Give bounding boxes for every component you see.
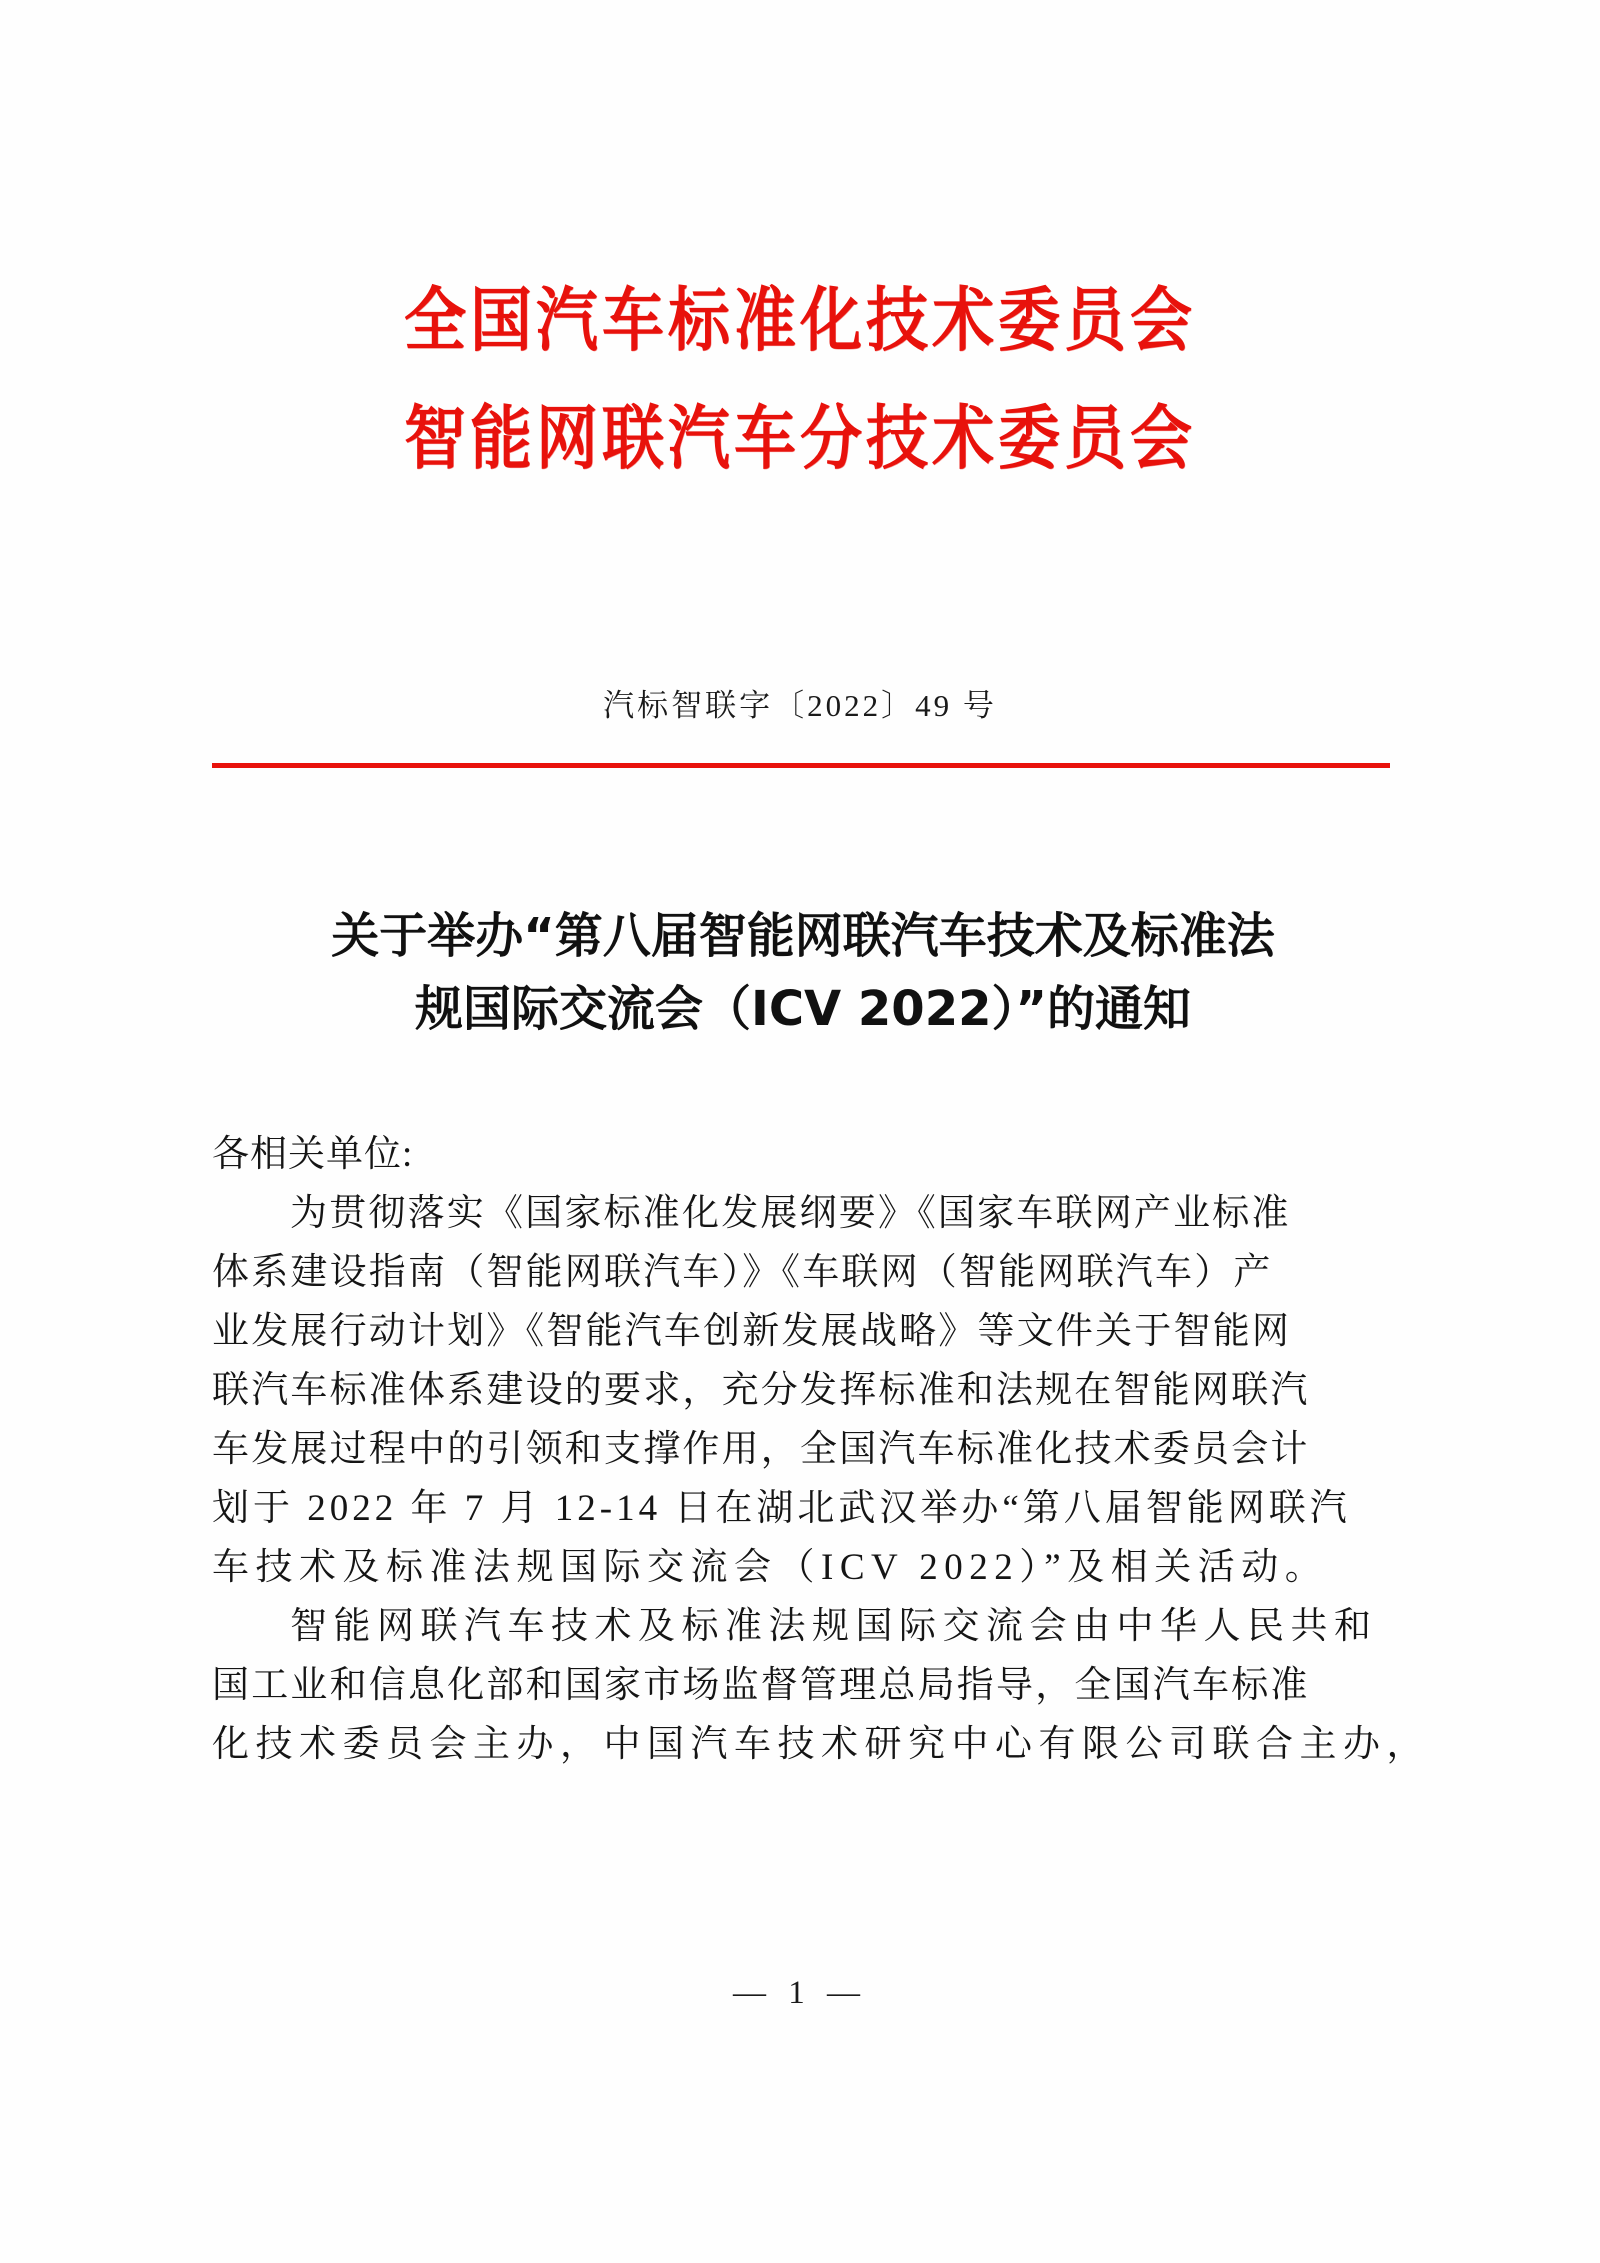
paragraph-line: 车发展过程中的引领和支撑作用，全国汽车标准化技术委员会计 — [212, 1429, 1310, 1470]
document-number: 汽标智联字〔2022〕49 号 — [603, 688, 997, 723]
letterhead-line-2: 智能网联汽车分技术委员会 — [403, 396, 1196, 479]
paragraph-line: 车技术及标准法规国际交流会（ICV 2022）”及相关活动。 — [212, 1547, 1329, 1588]
document-body — [212, 1125, 1430, 1774]
paragraph-line: 体系建设指南（智能网联汽车）》《车联网（智能网联汽车）产 — [212, 1252, 1273, 1293]
paragraph-line: 业发展行动计划》《智能汽车创新发展战略》等文件关于智能网 — [212, 1311, 1292, 1352]
paragraph-line-text: 智能网联汽车技术及标准法规国际交流会由中华人民共和 — [290, 1606, 1378, 1647]
paragraph-line: 化技术委员会主办，中国汽车技术研究中心有限公司联合主办， — [212, 1724, 1430, 1765]
letterhead-line-1: 全国汽车标准化技术委员会 — [403, 278, 1196, 361]
page-title-line-1: 关于举办“第八届智能网联汽车技术及标准法 — [331, 908, 1275, 964]
paragraph-line: 联汽车标准体系建设的要求，充分发挥标准和法规在智能网联汽 — [212, 1370, 1310, 1411]
page-number: — 1 — — [733, 1975, 867, 2011]
paragraph-line: 划于 2022 年 7 月 12-14 日在湖北武汉举办“第八届智能网联汽 — [212, 1488, 1351, 1529]
letterhead — [0, 270, 1600, 478]
salutation: 各相关单位: — [212, 1134, 414, 1175]
paragraph-line — [212, 1597, 1392, 1656]
red-separator-rule — [212, 763, 1390, 768]
page-title-line-2: 规国际交流会（ICV 2022）”的通知 — [414, 980, 1192, 1037]
body-paragraph-1 — [212, 1184, 1392, 1597]
page-title — [228, 900, 1378, 1046]
paragraph-line: 国工业和信息化部和国家市场监督管理总局指导，全国汽车标准 — [212, 1665, 1310, 1706]
paragraph-line — [212, 1184, 1392, 1243]
paragraph-line-text: 为贯彻落实《国家标准化发展纲要》《国家车联网产业标准 — [290, 1193, 1291, 1234]
body-paragraph-2 — [212, 1597, 1430, 1774]
document-number-row — [0, 680, 1600, 725]
